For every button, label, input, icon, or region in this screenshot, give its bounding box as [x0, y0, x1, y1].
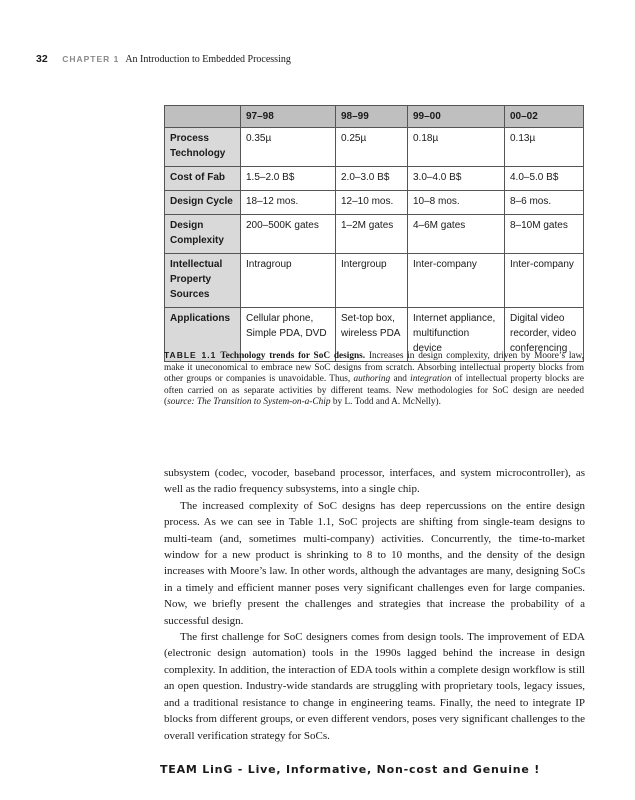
- column-header: 97–98: [241, 106, 336, 128]
- table-cell: 0.25µ: [336, 128, 408, 167]
- column-header: 99–00: [408, 106, 505, 128]
- row-header: Intellectual Property Sources: [165, 254, 241, 308]
- table-row: [165, 191, 584, 215]
- table-cell: Intergroup: [336, 254, 408, 308]
- row-header: Design Cycle: [165, 191, 241, 215]
- body-text: [164, 465, 585, 744]
- table-header-row: [165, 106, 584, 128]
- table-row: [165, 254, 584, 308]
- paragraph: The first challenge for SoC designers comes from design tools. The improvement of EDA (electronic design automation) tools in the 1990s lagged behind the increase in design complexity. In addition, the interaction of EDA tools within a complete design workflow is still an open question. Industry-wide standards are struggling with proprietary tools, legacy issues, and a traditional resistance to change in engineering teams. Finally, the need to integrate IP blocks from different groups, or even different vendors, poses very significant challenges to the overall verification strategy for SoCs.: [164, 631, 585, 742]
- caption-heading: Technology trends for SoC designs.: [220, 351, 366, 361]
- table-corner-cell: [165, 106, 241, 128]
- table-cell: 18–12 mos.: [241, 191, 336, 215]
- column-header: 98–99: [336, 106, 408, 128]
- caption-text: of intellectual property blocks are often carried on as separate activities by different teams. New methodologies for SoC design are needed (: [164, 374, 584, 408]
- table-cell: Internet appliance, multifunction device: [408, 308, 505, 362]
- table-cell: Cellular phone, Simple PDA, DVD: [241, 308, 336, 362]
- column-header: 00–02: [505, 106, 584, 128]
- caption-label: TABLE 1.1: [164, 350, 217, 360]
- table-cell: Inter-company: [408, 254, 505, 308]
- table-cell: Intragroup: [241, 254, 336, 308]
- table-row: [165, 167, 584, 191]
- table-cell: 10–8 mos.: [408, 191, 505, 215]
- caption-text: by L. Todd and A. McNelly).: [330, 397, 441, 408]
- table-row: [165, 128, 584, 167]
- table-cell: 0.18µ: [408, 128, 505, 167]
- table-cell: 0.13µ: [505, 128, 584, 167]
- caption-emphasis: authoring: [353, 374, 391, 385]
- table-cell: 4–6M gates: [408, 215, 505, 254]
- table-cell: 1–2M gates: [336, 215, 408, 254]
- row-header: Design Complexity: [165, 215, 241, 254]
- table-cell: 0.35µ: [241, 128, 336, 167]
- table-cell: Digital video recorder, video conferencing: [505, 308, 584, 362]
- table-cell: 200–500K gates: [241, 215, 336, 254]
- row-header: Applications: [165, 308, 241, 362]
- paragraph: subsystem (codec, vocoder, baseband processor, interfaces, and system microcontroller), as well as the radio frequency subsystems, into a single chip.: [164, 467, 585, 496]
- table-cell: 3.0–4.0 B$: [408, 167, 505, 191]
- row-header: Cost of Fab: [165, 167, 241, 191]
- chapter-title: An Introduction to Embedded Processing: [125, 54, 291, 65]
- page-number: 32: [36, 53, 48, 65]
- caption-source: source: The Transition to System-on-a-Chip: [167, 397, 331, 408]
- table-cell: 1.5–2.0 B$: [241, 167, 336, 191]
- table-cell: Set-top box, wireless PDA: [336, 308, 408, 362]
- table-cell: 12–10 mos.: [336, 191, 408, 215]
- chapter-label: CHAPTER 1: [62, 54, 120, 64]
- table-row: [165, 215, 584, 254]
- table-cell: 8–10M gates: [505, 215, 584, 254]
- row-header: Process Technology: [165, 128, 241, 167]
- caption-text: Increases in design complexity, driven by Moore’s law, make it uneconomical to embrace new SoC designs from scratch. Absorbing intellectual property blocks from other groups or companies is unavoidable. Thus,: [164, 351, 584, 385]
- caption-text: and: [390, 374, 411, 385]
- table-cell: 8–6 mos.: [505, 191, 584, 215]
- table-cell: 4.0–5.0 B$: [505, 167, 584, 191]
- table-cell: 2.0–3.0 B$: [336, 167, 408, 191]
- technology-trends-table: [164, 105, 584, 362]
- table-caption: [164, 350, 584, 409]
- table-cell: Inter-company: [505, 254, 584, 308]
- watermark-footer: TEAM LinG - Live, Informative, Non-cost and Genuine !: [160, 763, 541, 776]
- running-header: [36, 53, 596, 66]
- caption-emphasis: integration: [410, 374, 452, 385]
- paragraph: The increased complexity of SoC designs has deep repercussions on the entire design process. As we can see in Table 1.1, SoC projects are shifting from single-team designs to multi-team (and, sometimes multi-company) activities. Concurrently, the time-to-market window for a new product is shrinking to 8 to 10 months, and the density of the design increases with Moore’s law. In other words, although the advantages are many, designing SoCs in a timely and efficient manner poses very significant challenges even for large companies. Now, we briefly present the challenges and strategies that increase the probability of a successful design.: [164, 499, 585, 627]
